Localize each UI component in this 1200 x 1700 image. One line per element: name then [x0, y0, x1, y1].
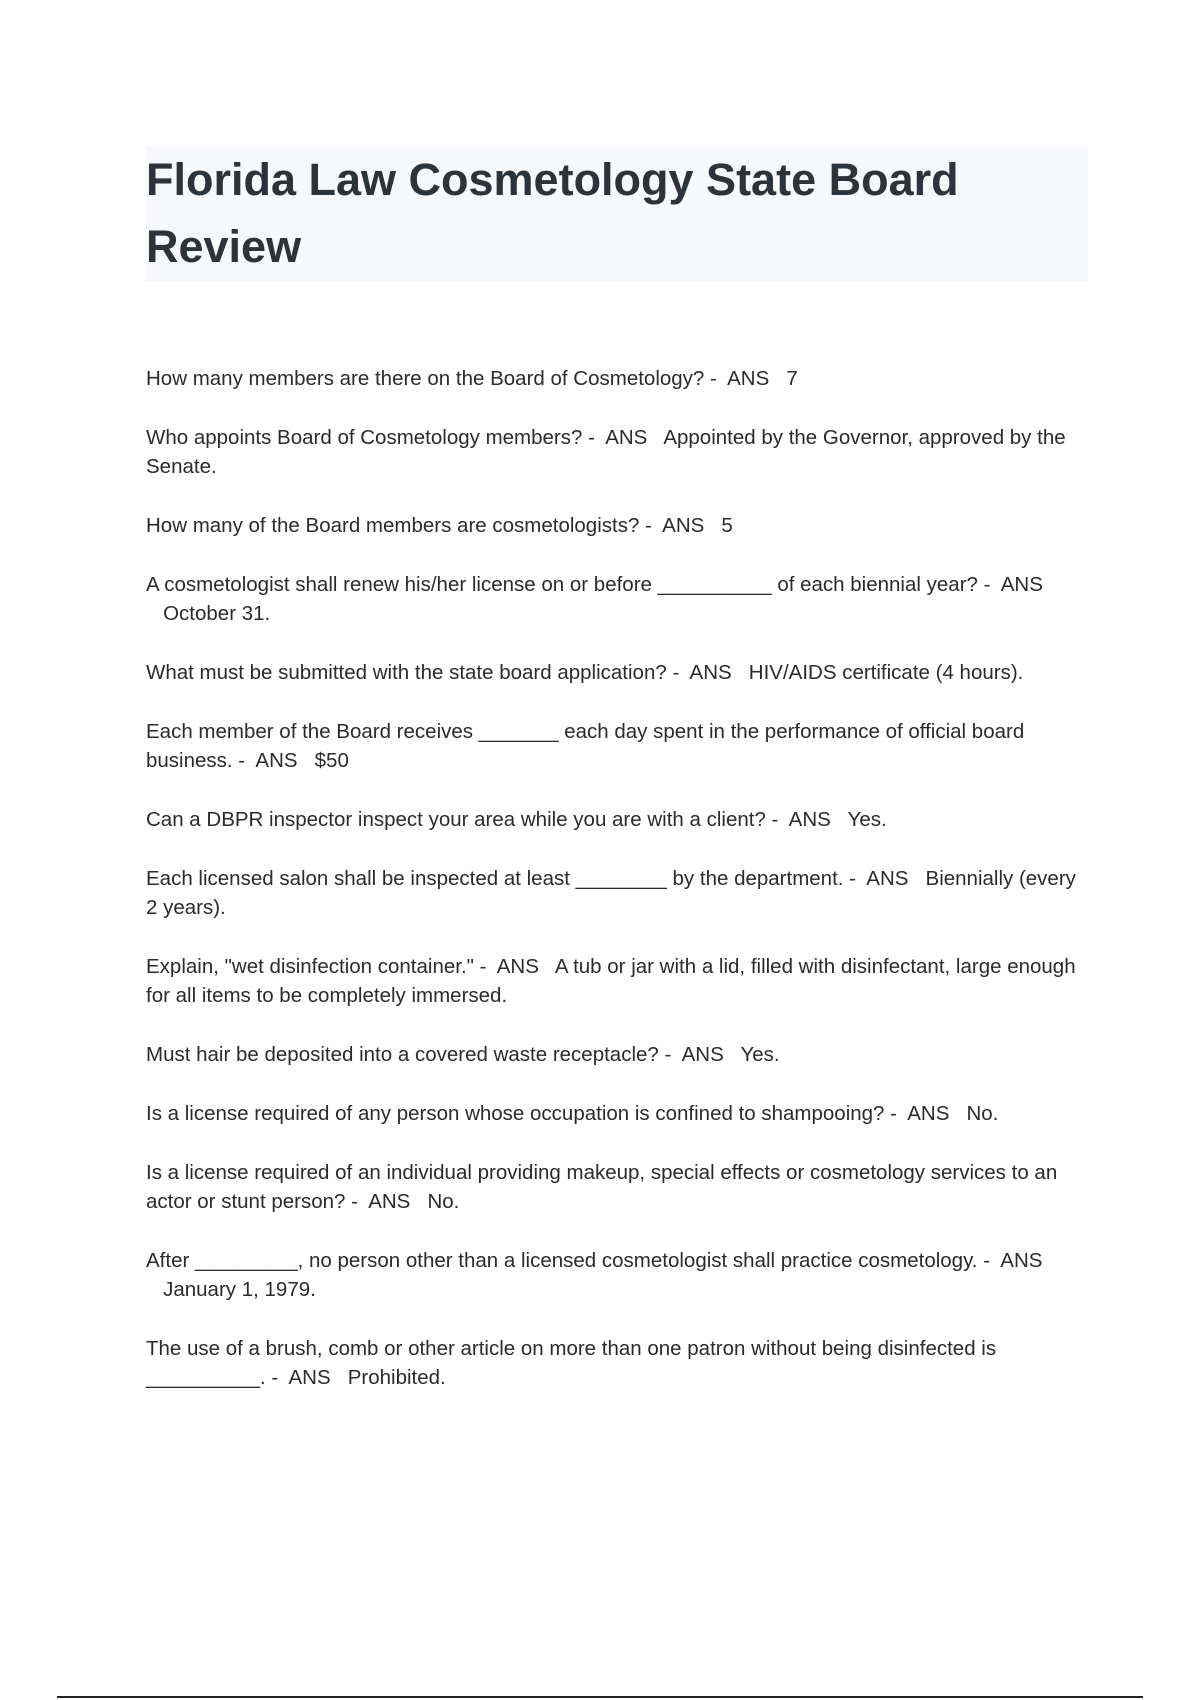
ans-label: ANS	[605, 426, 648, 449]
qa-item	[146, 1246, 1088, 1304]
qa-item	[146, 1334, 1088, 1392]
question-text: Must hair be deposited into a covered waste receptacle? -	[146, 1043, 672, 1066]
answer-text: $50	[314, 749, 349, 772]
answer-text: 5	[721, 514, 733, 537]
answer-text: No.	[966, 1102, 999, 1125]
qa-item	[146, 364, 1088, 393]
question-text: Each licensed salon shall be inspected at least ________ by the department. -	[146, 867, 856, 890]
ans-label: ANS	[907, 1102, 950, 1125]
qa-item	[146, 423, 1088, 481]
question-text: What must be submitted with the state board application? -	[146, 661, 680, 684]
qa-list	[146, 364, 1088, 1422]
answer-text: Yes.	[740, 1043, 780, 1066]
ans-label: ANS	[288, 1366, 331, 1389]
ans-label: ANS	[1000, 573, 1043, 596]
answer-text: 7	[786, 367, 798, 390]
title-banner	[146, 146, 1088, 281]
qa-item	[146, 658, 1088, 687]
answer-text: January 1, 1979.	[163, 1278, 316, 1301]
answer-text: Prohibited.	[347, 1366, 446, 1389]
question-text: A cosmetologist shall renew his/her license on or before __________ of each biennial year? -	[146, 573, 991, 596]
answer-text: October 31.	[163, 602, 271, 625]
footer-divider	[57, 1696, 1143, 1698]
qa-item	[146, 805, 1088, 834]
ans-label: ANS	[788, 808, 831, 831]
qa-item	[146, 511, 1088, 540]
answer-text: HIV/AIDS certificate (4 hours).	[748, 661, 1024, 684]
question-text: After _________, no person other than a licensed cosmetologist shall practice cosmetology. -	[146, 1249, 991, 1272]
question-text: Each member of the Board receives _______ each day spent in the performance of official board business. -	[146, 720, 1025, 772]
ans-label: ANS	[866, 867, 909, 890]
question-text: Is a license required of any person whose occupation is confined to shampooing? -	[146, 1102, 897, 1125]
ans-label: ANS	[496, 955, 539, 978]
page-title: Florida Law Cosmetology State Board Review	[146, 154, 959, 272]
ans-label: ANS	[689, 661, 732, 684]
qa-item	[146, 717, 1088, 775]
answer-text: Biennially (every 2 years).	[146, 867, 1076, 919]
qa-item	[146, 1040, 1088, 1069]
question-text: Explain, "wet disinfection container." -	[146, 955, 487, 978]
ans-label: ANS	[662, 514, 705, 537]
qa-item	[146, 864, 1088, 922]
question-text: How many of the Board members are cosmetologists? -	[146, 514, 652, 537]
question-text: How many members are there on the Board of Cosmetology? -	[146, 367, 717, 390]
qa-item	[146, 1158, 1088, 1216]
answer-text: Appointed by the Governor, approved by the Senate.	[146, 426, 1066, 478]
question-text: Is a license required of an individual providing makeup, special effects or cosmetology services to an actor or stunt person? -	[146, 1161, 1058, 1213]
ans-label: ANS	[681, 1043, 724, 1066]
answer-text: No.	[427, 1190, 460, 1213]
answer-text: Yes.	[847, 808, 887, 831]
answer-text: A tub or jar with a lid, filled with disinfectant, large enough for all items to be completely immersed.	[146, 955, 1076, 1007]
ans-label: ANS	[368, 1190, 411, 1213]
question-text: Who appoints Board of Cosmetology members? -	[146, 426, 595, 449]
ans-label: ANS	[1000, 1249, 1043, 1272]
qa-item	[146, 952, 1088, 1010]
qa-item	[146, 1099, 1088, 1128]
ans-label: ANS	[727, 367, 770, 390]
qa-item	[146, 570, 1088, 628]
ans-label: ANS	[255, 749, 298, 772]
question-text: Can a DBPR inspector inspect your area while you are with a client? -	[146, 808, 779, 831]
question-text: The use of a brush, comb or other article on more than one patron without being disinfected is __________. -	[146, 1337, 997, 1389]
